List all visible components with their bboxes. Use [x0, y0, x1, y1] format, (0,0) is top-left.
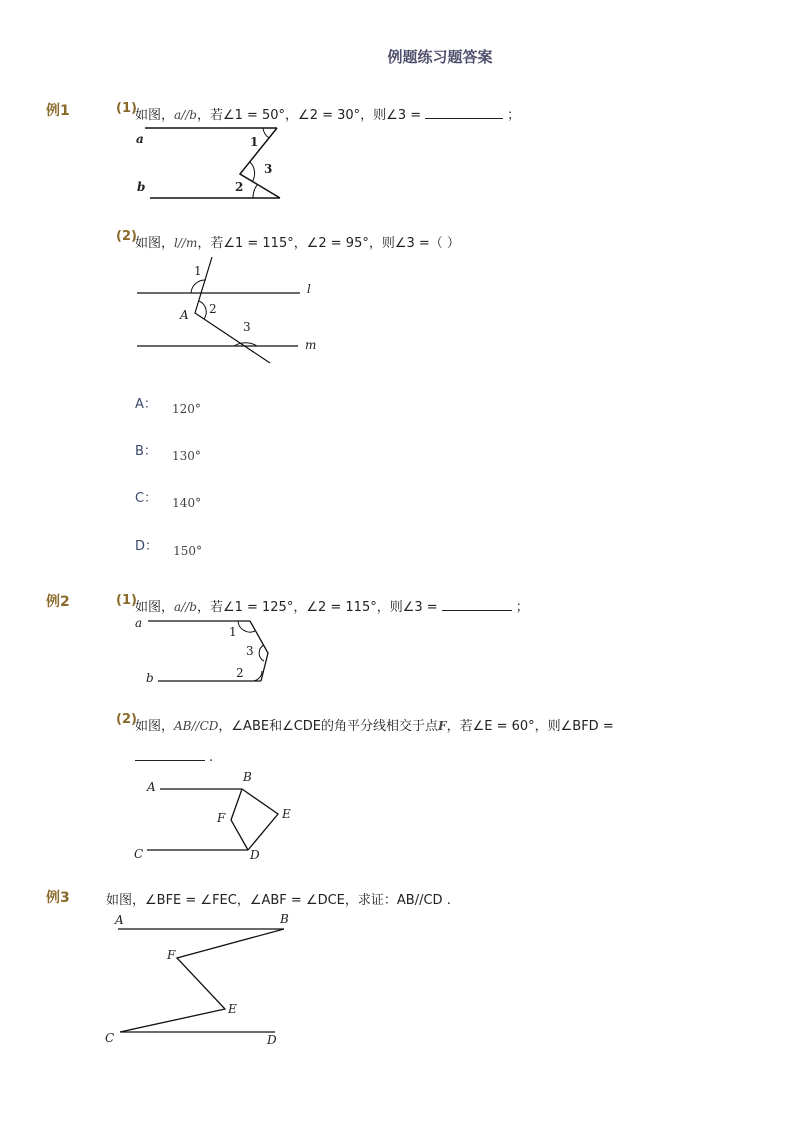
ex2-part1-figure — [130, 615, 280, 690]
label-b: b — [146, 671, 154, 685]
label-F: F — [167, 948, 176, 962]
ex1-part2-figure — [130, 255, 330, 370]
option-c[interactable]: C： $_{140^\circ}$ — [135, 491, 202, 510]
label-B: B — [243, 770, 252, 784]
example-1-label: 例1 — [46, 103, 70, 119]
label-A: A — [147, 780, 156, 794]
label-m: m — [305, 338, 317, 352]
label-B: B — [280, 912, 289, 926]
ex1-part1-figure — [130, 125, 290, 205]
ex2-part2-number: (2) — [116, 712, 137, 727]
angle-label-2: 2 — [235, 180, 244, 194]
angle-label-2: 2 — [209, 302, 217, 316]
answer-blank[interactable] — [135, 748, 205, 761]
angle-label-1: 1 — [229, 625, 237, 639]
label-A: A — [115, 913, 124, 927]
angle-label-2: 2 — [236, 666, 244, 680]
option-d[interactable]: D： $_{150^\circ}$ — [135, 539, 203, 558]
answer-blank[interactable] — [442, 598, 512, 611]
label-D: D — [250, 848, 260, 862]
example-3-label: 例3 — [46, 890, 70, 906]
label-l: l — [307, 282, 311, 296]
option-b[interactable]: B： $_{130^\circ}$ — [135, 444, 201, 463]
page-title: 例题练习题答案 — [387, 48, 493, 66]
example-2-label: 例2 — [46, 594, 70, 610]
ex2-part2-question: 如图，AB//CD，∠ABE和∠CDE的角平分线相交于点F，若∠E = 60°，则∠BFD = — [135, 719, 614, 734]
label-A: A — [180, 308, 189, 322]
ex2-part1-number: (1) — [116, 593, 137, 608]
angle-label-3: 3 — [264, 162, 273, 176]
label-D: D — [267, 1033, 277, 1047]
ex2-part1-question: 如图，a//b，若∠1 = 125°，∠2 = 115°，则∠3 = ； — [135, 600, 529, 615]
ex3-figure — [100, 905, 300, 1050]
ex3-question: 如图，∠BFE = ∠FEC，∠ABF = ∠DCE，求证：AB//CD . — [106, 893, 451, 908]
label-a: a — [136, 132, 144, 146]
ex1-part2-question: 如图，l//m，若∠1 = 115°，∠2 = 95°，则∠3 =（ ） — [135, 236, 460, 251]
label-b: b — [137, 180, 146, 194]
ex1-part1-question: 如图，a//b，若∠1 = 50°，∠2 = 30°，则∠3 = ； — [135, 108, 521, 123]
angle-label-3: 3 — [246, 644, 254, 658]
label-C: C — [105, 1031, 115, 1045]
label-a: a — [135, 616, 143, 630]
label-E: E — [282, 807, 291, 821]
label-C: C — [134, 847, 144, 861]
ex1-part1-number: (1) — [116, 101, 137, 116]
ex1-part2-number: (2) — [116, 229, 137, 244]
ex2-part2-figure — [130, 765, 310, 865]
angle-label-1: 1 — [194, 264, 202, 278]
option-a[interactable]: A： $_{120^\circ}$ — [135, 397, 201, 416]
label-E: E — [228, 1002, 237, 1016]
label-F: F — [217, 811, 226, 825]
angle-label-3: 3 — [243, 320, 251, 334]
angle-label-1: 1 — [250, 135, 259, 149]
answer-blank[interactable] — [425, 106, 503, 119]
ex2-part2-answer-line: . — [135, 748, 213, 765]
